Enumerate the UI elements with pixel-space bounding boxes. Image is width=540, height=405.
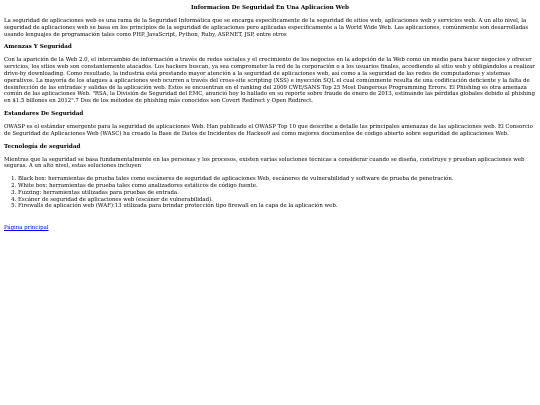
list-item: 3. Fuzzing: herramientas utilizadas para pruebas de entrada.: [18, 190, 536, 197]
section-text-threats: Con la aparición de la Web 2.0, el intercambio de información a través de redes sociales y el crecimiento de los negocios en la adopción de la Web como un medio para hacer negocios y ofrecer servicios, los sitios web son constantemente atacados. Los hackers buscan, ya sea comprometer la red de la corporación o a los usuarios finales, accediendo al sitio web y obligándolos a realizar drive-by downloading. Como resultado, la industria está prestando mayor atención a la seguridad de aplicaciones web, así como a la seguridad de las redes de computadoras y sistemas operativos. La mayoría de los ataques a aplicaciones web ocurren a través del cross-site scripting (XSS) e inyección SQL el cual comúnmente resulta de una codificación deficiente y la falta de desinfección de las entradas y salidas de la aplicación web. Estos se encuentran en el ranking del 2009 CWE/SANS Top 25 Most Dangerous Programming Errors. El Phishing es otra amenaza común de las aplicaciones Web. "RSA, la División de Seguridad del EMC, anunció hoy lo hallado en su reporte sobre fraude de enero de 2013, estimando las pérdidas globales debido al phishing en $1.5 billones en 2012".7 Dos de los métodos de phishing más conocidos son Covert Redirect y Open Redirect.: [4, 57, 535, 105]
list-item: 1. Black box: herramientas de prueba tales como escáneres de seguridad de aplicaciones Web, escáneres de vulnerabilidad y software de prueba de penetración.: [18, 176, 536, 183]
page-title: Informacion De Seguridad En Una Aplicacion Web: [191, 5, 349, 11]
tools-list: [4, 176, 536, 210]
section-heading-technology: Tecnología de seguridad: [4, 143, 81, 150]
section-heading-threats: Amenzas Y Seguridad: [4, 44, 72, 51]
list-item: 2. White box: herramientas de prueba tales como analizadores estáticos de código fuente.: [18, 183, 536, 190]
home-link[interactable]: Página principal: [4, 225, 49, 232]
section-text-standards: OWASP es el estándar emergente para la seguridad de aplicaciones Web. Han publicado el OWASP Top 10 que describe a detalle las principales amenazas de las aplicaciones web. El Consorcio de Seguridad de Aplicaciones Web (WASC) ha creado la Base de Datos de Incidentes de Hackeo9 así como mejores documentos de código abierto sobre seguridad de aplicaciones Web.: [4, 123, 533, 137]
intro-paragraph: La seguridad de aplicaciones web es una rama de la Seguridad Informática que se encarga específicamente de la seguridad de sitios web, aplicaciones web y servicios web. A un alto nivel, la seguridad de aplicaciones web se basa en los principios de la seguridad de aplicaciones pero aplicadas específicamente a la World Wide Web. Las aplicaciones, comúnmente son desarrolladas usando lenguajes de programación tales como PHP, JavaScript, Python, Ruby, ASP.NET, JSP, entre otros: [4, 18, 529, 38]
section-heading-standards: Estandares De Seguridad: [4, 110, 84, 117]
list-item: 5. Firewalls de aplicación web (WAF):13 utilizada para brindar protección tipo firewall en la capa de la aplicación web.: [18, 203, 536, 210]
section-text-technology: Mientras que la seguridad se basa fundamentalmente en las personas y los procesos, existen varias soluciones técnicas a considerar cuando se diseña, construye y prueban aplicaciones web seguras. A un alto nivel, estas soluciones incluyen: [4, 156, 525, 170]
list-item: 4. Escáner de seguridad de aplicaciones web (escáner de vulnerabilidad).: [18, 197, 536, 204]
